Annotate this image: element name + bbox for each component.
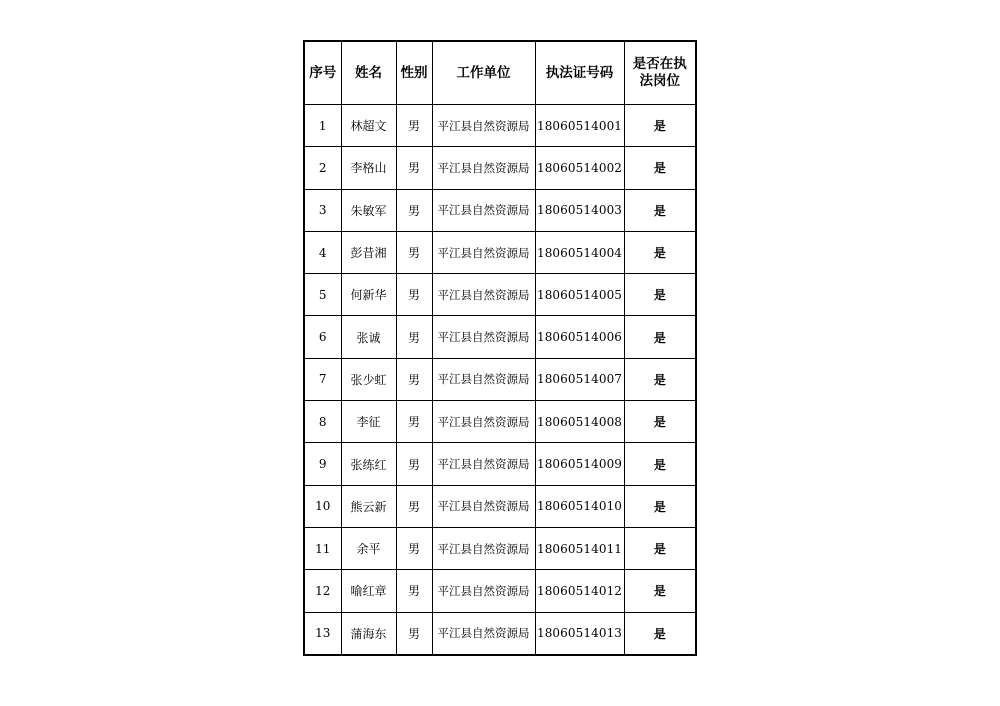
cell-index: 12: [304, 570, 341, 612]
table-row: [304, 189, 696, 231]
cell-unit: 平江县自然资源局: [432, 401, 535, 443]
cell-name: 李格山: [341, 147, 396, 189]
cell-name: 蒲海东: [341, 612, 396, 655]
cell-gender: 男: [396, 485, 432, 527]
cell-index: 7: [304, 358, 341, 400]
cell-gender: 男: [396, 527, 432, 569]
cell-cert-number: 18060514005: [535, 274, 624, 316]
cell-unit: 平江县自然资源局: [432, 147, 535, 189]
cell-name: 李征: [341, 401, 396, 443]
table-row: [304, 401, 696, 443]
cell-unit: 平江县自然资源局: [432, 612, 535, 655]
cell-name: 张诚: [341, 316, 396, 358]
cell-on-duty-status: 是: [624, 189, 696, 231]
cell-on-duty-status: 是: [624, 316, 696, 358]
cell-index: 11: [304, 527, 341, 569]
cell-gender: 男: [396, 189, 432, 231]
cell-unit: 平江县自然资源局: [432, 189, 535, 231]
table-row: [304, 274, 696, 316]
table-row: [304, 231, 696, 273]
cell-on-duty-status: 是: [624, 570, 696, 612]
table-body: [304, 105, 696, 655]
cell-name: 林超文: [341, 105, 396, 147]
cell-cert-number: 18060514009: [535, 443, 624, 485]
cell-on-duty-status: 是: [624, 358, 696, 400]
cell-name: 张练红: [341, 443, 396, 485]
cell-unit: 平江县自然资源局: [432, 443, 535, 485]
cell-cert-number: 18060514006: [535, 316, 624, 358]
table-row: [304, 443, 696, 485]
cell-name: 朱敏军: [341, 189, 396, 231]
cell-gender: 男: [396, 401, 432, 443]
cell-index: 2: [304, 147, 341, 189]
cell-cert-number: 18060514004: [535, 231, 624, 273]
header-unit: 工作单位: [432, 41, 535, 105]
cell-unit: 平江县自然资源局: [432, 570, 535, 612]
header-gender: 性别: [396, 41, 432, 105]
cell-gender: 男: [396, 147, 432, 189]
cell-gender: 男: [396, 443, 432, 485]
cell-name: 余平: [341, 527, 396, 569]
cell-cert-number: 18060514008: [535, 401, 624, 443]
cell-gender: 男: [396, 316, 432, 358]
table-row: [304, 527, 696, 569]
cell-index: 3: [304, 189, 341, 231]
table-row: [304, 570, 696, 612]
cell-unit: 平江县自然资源局: [432, 358, 535, 400]
cell-on-duty-status: 是: [624, 443, 696, 485]
cell-on-duty-status: 是: [624, 147, 696, 189]
header-status: [624, 41, 696, 105]
cell-gender: 男: [396, 105, 432, 147]
cell-gender: 男: [396, 570, 432, 612]
table-row: [304, 358, 696, 400]
cell-cert-number: 18060514007: [535, 358, 624, 400]
header-status-line1: 是否在执: [632, 56, 687, 72]
cell-cert-number: 18060514011: [535, 527, 624, 569]
cell-gender: 男: [396, 274, 432, 316]
cell-gender: 男: [396, 612, 432, 655]
cell-unit: 平江县自然资源局: [432, 485, 535, 527]
cell-on-duty-status: 是: [624, 485, 696, 527]
table-row: [304, 485, 696, 527]
cell-cert-number: 18060514001: [535, 105, 624, 147]
cell-index: 4: [304, 231, 341, 273]
cell-index: 13: [304, 612, 341, 655]
cell-unit: 平江县自然资源局: [432, 316, 535, 358]
cell-gender: 男: [396, 358, 432, 400]
cell-cert-number: 18060514013: [535, 612, 624, 655]
header-cert: 执法证号码: [535, 41, 624, 105]
table-row: [304, 147, 696, 189]
cell-on-duty-status: 是: [624, 401, 696, 443]
roster-table: [303, 40, 697, 656]
cell-index: 10: [304, 485, 341, 527]
header-name: 姓名: [341, 41, 396, 105]
cell-name: 何新华: [341, 274, 396, 316]
cell-unit: 平江县自然资源局: [432, 274, 535, 316]
table-row: [304, 105, 696, 147]
cell-index: 9: [304, 443, 341, 485]
cell-on-duty-status: 是: [624, 527, 696, 569]
cell-on-duty-status: 是: [624, 612, 696, 655]
header-row: [304, 41, 696, 105]
cell-name: 喻红章: [341, 570, 396, 612]
cell-unit: 平江县自然资源局: [432, 527, 535, 569]
cell-name: 张少虹: [341, 358, 396, 400]
header-status-line2: 法岗位: [639, 73, 680, 89]
cell-name: 彭昔湘: [341, 231, 396, 273]
cell-on-duty-status: 是: [624, 274, 696, 316]
cell-unit: 平江县自然资源局: [432, 105, 535, 147]
cell-unit: 平江县自然资源局: [432, 231, 535, 273]
cell-on-duty-status: 是: [624, 105, 696, 147]
cell-name: 熊云新: [341, 485, 396, 527]
table-header: [304, 41, 696, 105]
cell-cert-number: 18060514003: [535, 189, 624, 231]
cell-index: 6: [304, 316, 341, 358]
cell-index: 5: [304, 274, 341, 316]
cell-cert-number: 18060514012: [535, 570, 624, 612]
cell-index: 8: [304, 401, 341, 443]
cell-on-duty-status: 是: [624, 231, 696, 273]
cell-cert-number: 18060514002: [535, 147, 624, 189]
cell-index: 1: [304, 105, 341, 147]
table-row: [304, 316, 696, 358]
cell-gender: 男: [396, 231, 432, 273]
header-index: 序号: [304, 41, 341, 105]
cell-cert-number: 18060514010: [535, 485, 624, 527]
table-row: [304, 612, 696, 655]
